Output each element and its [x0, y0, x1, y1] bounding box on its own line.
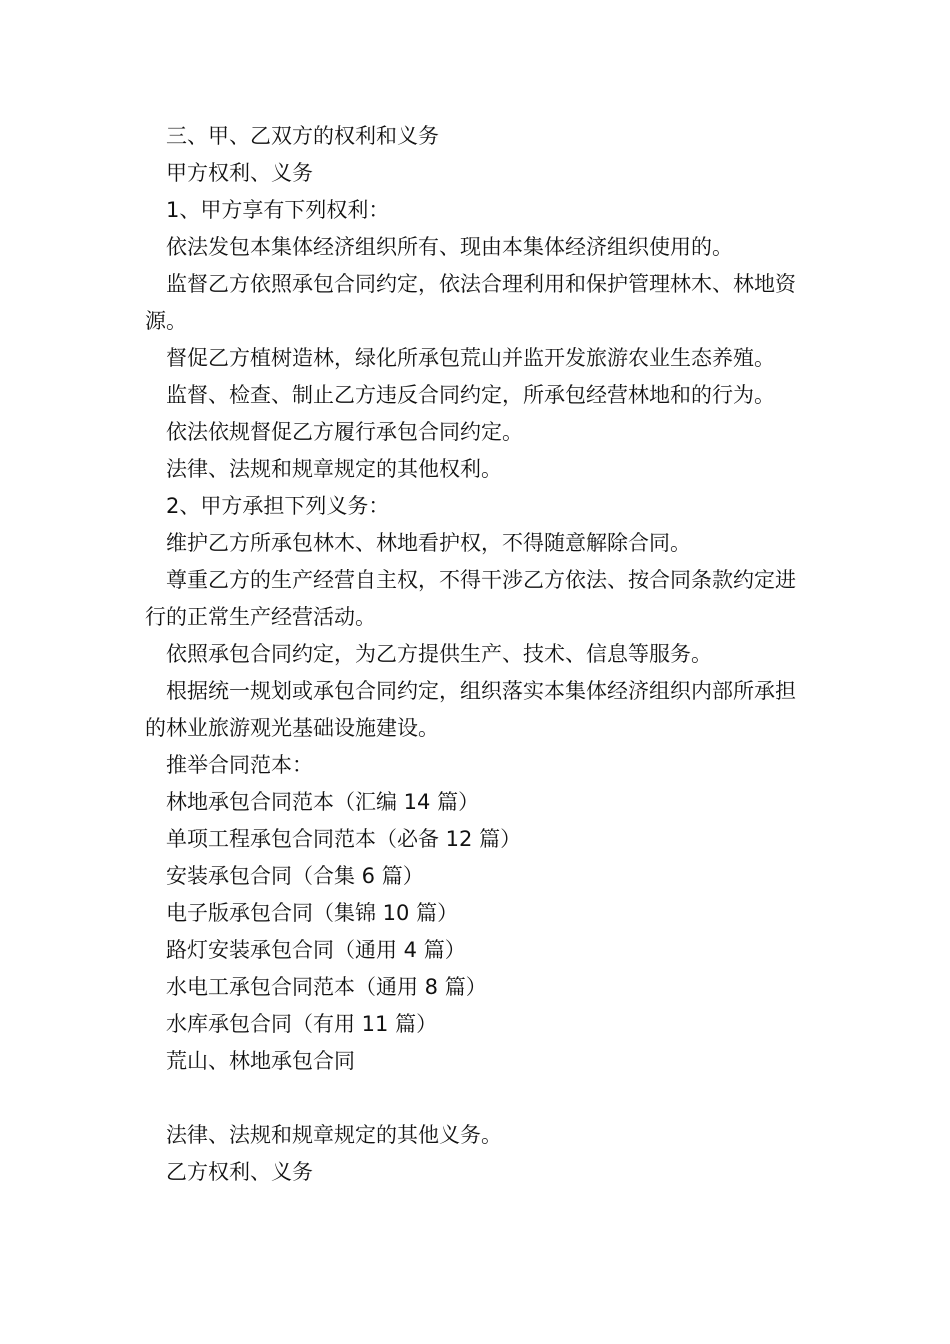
paragraph: 依法依规督促乙方履行承包合同约定。: [166, 420, 523, 444]
recommend-link[interactable]: 荒山、林地承包合同: [166, 1049, 355, 1073]
recommend-heading: 推举合同范本：: [166, 753, 313, 777]
paragraph: 督促乙方植树造林，绿化所承包荒山并监开发旅游农业生态养殖。: [166, 346, 775, 370]
subsection-heading: 甲方权利、义务: [166, 161, 313, 185]
recommend-link[interactable]: 安装承包合同（合集 6 篇）: [166, 864, 424, 888]
subsection-heading: 乙方权利、义务: [166, 1160, 313, 1184]
paragraph: 法律、法规和规章规定的其他权利。: [166, 457, 502, 481]
recommend-link[interactable]: 林地承包合同范本（汇编 14 篇）: [166, 790, 480, 814]
blank-line: [145, 1080, 810, 1117]
paragraph: 尊重乙方的生产经营自主权，不得干涉乙方依法、按合同条款约定进行的正常生产经营活动。: [145, 568, 796, 629]
paragraph: 监督乙方依照承包合同约定，依法合理利用和保护管理林木、林地资源。: [145, 272, 796, 333]
recommend-link[interactable]: 水库承包合同（有用 11 篇）: [166, 1012, 438, 1036]
paragraph: 监督、检查、制止乙方违反合同约定，所承包经营林地和的行为。: [166, 383, 775, 407]
list-heading: 1、甲方享有下列权利：: [166, 198, 390, 222]
paragraph: 维护乙方所承包林木、林地看护权，不得随意解除合同。: [166, 531, 691, 555]
document-body: [145, 118, 810, 1191]
paragraph: 法律、法规和规章规定的其他义务。: [166, 1123, 502, 1147]
paragraph: 根据统一规划或承包合同约定，组织落实本集体经济组织内部所承担的林业旅游观光基础设施建设。: [145, 679, 796, 740]
section-heading: 三、甲、乙双方的权利和义务: [166, 124, 439, 148]
paragraph: 依照承包合同约定，为乙方提供生产、技术、信息等服务。: [166, 642, 712, 666]
recommend-link[interactable]: 水电工承包合同范本（通用 8 篇）: [166, 975, 487, 999]
list-heading: 2、甲方承担下列义务：: [166, 494, 390, 518]
paragraph: 依法发包本集体经济组织所有、现由本集体经济组织使用的。: [166, 235, 733, 259]
recommend-link[interactable]: 电子版承包合同（集锦 10 篇）: [166, 901, 459, 925]
recommend-link[interactable]: 路灯安装承包合同（通用 4 篇）: [166, 938, 466, 962]
recommend-link[interactable]: 单项工程承包合同范本（必备 12 篇）: [166, 827, 522, 851]
